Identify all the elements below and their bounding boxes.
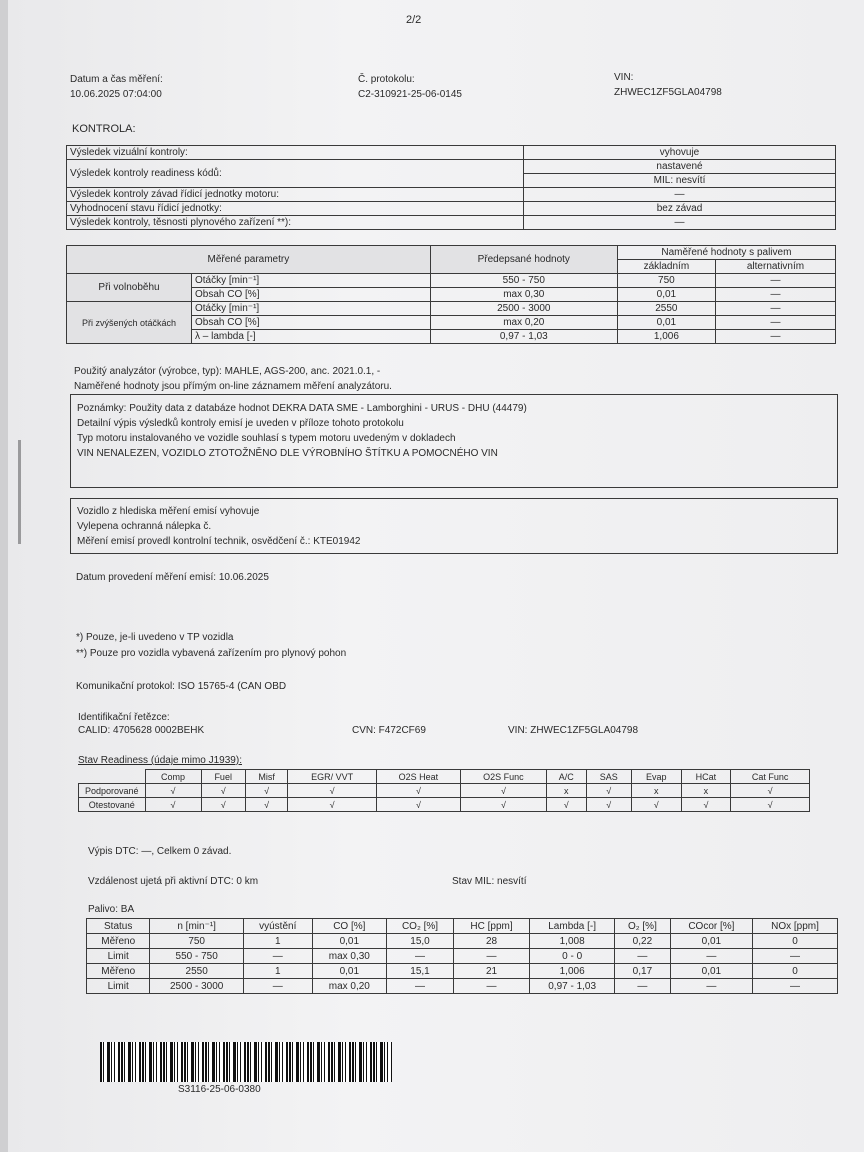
fuel-title: Palivo: BA: [88, 904, 135, 915]
date-label: Datum a čas měření:: [70, 74, 163, 85]
protocol-value: C2-310921-25-06-0145: [358, 89, 462, 100]
note-line: Poznámky: Použity data z databáze hodnot DEKRA DATA SME - Lamborghini - URUS - DHU (44479): [77, 403, 527, 414]
fuel-cell: 2500 - 3000: [150, 979, 244, 994]
document-page: [8, 0, 864, 1152]
table-row: [87, 949, 838, 964]
fuel-cell: 0,97 - 1,03: [530, 979, 615, 994]
fuel-cell: 15,1: [387, 964, 454, 979]
fuel-column-header: COcor [%]: [670, 919, 752, 934]
fuel-column-header: O₂ [%]: [615, 919, 671, 934]
readiness-column-header: SAS: [586, 770, 631, 784]
binder-mark: [18, 440, 21, 544]
readiness-cell: √: [546, 798, 586, 812]
measurement-table: [66, 245, 836, 344]
readiness-cell: √: [201, 784, 245, 798]
fuel-cell: —: [670, 979, 752, 994]
fuel-cell: 0,01: [312, 964, 387, 979]
fuel-cell: 28: [453, 934, 529, 949]
ident-vin: VIN: ZHWEC1ZF5GLA04798: [508, 725, 639, 736]
fuel-cell: 750: [150, 934, 244, 949]
prescribed-cell: 2500 - 3000: [430, 302, 617, 316]
readiness-cell: √: [288, 798, 377, 812]
fuel-row-status: Limit: [87, 979, 150, 994]
result-line: Vozidlo z hlediska měření emisí vyhovuje: [77, 506, 260, 517]
table-row: [79, 798, 810, 812]
notes-box: [70, 394, 838, 488]
fuel-cell: —: [753, 979, 838, 994]
fuel-cell: 1,006: [530, 964, 615, 979]
analyzer-note: Naměřené hodnoty jsou přímým on-line záznamem měření analyzátoru.: [74, 381, 392, 392]
fuel-column-header: NOx [ppm]: [753, 919, 838, 934]
fuel-cell: max 0,20: [312, 979, 387, 994]
fuel-cell: 0,01: [670, 934, 752, 949]
fuel-cell: —: [387, 979, 454, 994]
fuel-cell: max 0,30: [312, 949, 387, 964]
readiness-cell: √: [586, 798, 631, 812]
readiness-cell: √: [201, 798, 245, 812]
fuel-cell: 1: [243, 934, 312, 949]
readiness-cell: x: [631, 784, 681, 798]
barcode: [100, 1042, 392, 1082]
basic-cell: 1,006: [617, 330, 715, 344]
fuel-cell: 0: [753, 964, 838, 979]
prescribed-cell: 550 - 750: [430, 274, 617, 288]
prescribed-cell: max 0,20: [430, 316, 617, 330]
readiness-cell: √: [731, 784, 810, 798]
vin-label: VIN:: [614, 72, 634, 83]
basic-cell: 2550: [617, 302, 715, 316]
readiness-column-header: Misf: [245, 770, 287, 784]
control-label: Vyhodnocení stavu řídicí jednotky:: [67, 202, 524, 216]
fuel-cell: 15,0: [387, 934, 454, 949]
fuel-column-header: CO₂ [%]: [387, 919, 454, 934]
readiness-cell: √: [145, 784, 201, 798]
table-row: [67, 274, 836, 288]
table-row: [87, 934, 838, 949]
param-cell: Obsah CO [%]: [192, 288, 431, 302]
basic-cell: 0,01: [617, 288, 715, 302]
readiness-cell: √: [460, 784, 546, 798]
vin-value: ZHWEC1ZF5GLA04798: [614, 87, 722, 98]
fuel-cell: —: [387, 949, 454, 964]
group-idle: Při volnoběhu: [67, 274, 192, 302]
basic-cell: 0,01: [617, 316, 715, 330]
comm-protocol: Komunikační protokol: ISO 15765-4 (CAN OBD: [76, 681, 287, 692]
fuel-row-status: Měřeno: [87, 964, 150, 979]
param-cell: Otáčky [min⁻¹]: [192, 274, 431, 288]
dtc-line: Výpis DTC: —, Celkem 0 závad.: [88, 846, 232, 857]
fuel-cell: 0: [753, 934, 838, 949]
alt-cell: —: [715, 288, 835, 302]
readiness-column-header: O2S Heat: [376, 770, 460, 784]
readiness-cell: x: [681, 784, 731, 798]
header-prescribed: Předepsané hodnoty: [430, 246, 617, 274]
control-value: bez závad: [524, 202, 836, 216]
fuel-cell: —: [615, 949, 671, 964]
readiness-cell: √: [586, 784, 631, 798]
basic-cell: 750: [617, 274, 715, 288]
readiness-column-header: Comp: [145, 770, 201, 784]
fuel-cell: 1,008: [530, 934, 615, 949]
control-value: nastavené: [524, 160, 836, 174]
fuel-cell: —: [453, 949, 529, 964]
readiness-cell: √: [460, 798, 546, 812]
cvn: CVN: F472CF69: [352, 725, 426, 736]
readiness-cell: √: [245, 798, 287, 812]
readiness-table: [78, 769, 810, 812]
note-line: Typ motoru instalovaného ve vozidle souhlasí s typem motoru uvedeným v dokladech: [77, 433, 456, 444]
fuel-cell: —: [670, 949, 752, 964]
fuel-column-header: Lambda [-]: [530, 919, 615, 934]
readiness-cell: √: [681, 798, 731, 812]
param-cell: Obsah CO [%]: [192, 316, 431, 330]
result-box: [70, 498, 838, 554]
fuel-cell: 2550: [150, 964, 244, 979]
result-line: Vylepena ochranná nálepka č.: [77, 521, 212, 532]
header-measured: Naměřené hodnoty s palivem: [617, 246, 835, 260]
fuel-cell: 0,01: [312, 934, 387, 949]
fuel-cell: 0,22: [615, 934, 671, 949]
barcode-text: S3116-25-06-0380: [178, 1084, 261, 1095]
header-params: Měřené parametry: [67, 246, 431, 274]
table-row: [67, 302, 836, 316]
readiness-column-header: Cat Func: [731, 770, 810, 784]
ident-label: Identifikační řetězce:: [78, 712, 170, 723]
control-label: Výsledek kontroly, těsnosti plynového zařízení **):: [67, 216, 524, 230]
readiness-cell: √: [376, 784, 460, 798]
readiness-column-header: Fuel: [201, 770, 245, 784]
fuel-cell: 0 - 0: [530, 949, 615, 964]
header-basic: základním: [617, 260, 715, 274]
readiness-column-header: HCat: [681, 770, 731, 784]
fuel-row-status: Měřeno: [87, 934, 150, 949]
param-cell: λ – lambda [-]: [192, 330, 431, 344]
fuel-column-header: vyústění: [243, 919, 312, 934]
control-value: MIL: nesvítí: [524, 174, 836, 188]
fuel-table: [86, 918, 838, 994]
fuel-cell: 21: [453, 964, 529, 979]
group-raised: Při zvýšených otáčkách: [67, 302, 192, 344]
readiness-row-label: Podporované: [79, 784, 146, 798]
fuel-cell: —: [615, 979, 671, 994]
fuel-cell: —: [243, 979, 312, 994]
control-value: —: [524, 188, 836, 202]
readiness-column-header: A/C: [546, 770, 586, 784]
control-label: Výsledek kontroly readiness kódů:: [67, 160, 524, 188]
page-number: 2/2: [406, 14, 422, 26]
fuel-cell: 1: [243, 964, 312, 979]
control-label: Výsledek vizuální kontroly:: [67, 146, 524, 160]
fuel-row-status: Limit: [87, 949, 150, 964]
control-table: [66, 145, 836, 230]
note-line: VIN NENALEZEN, VOZIDLO ZTOTOŽNĚNO DLE VÝROBNÍHO ŠTÍTKU A POMOCNÉHO VIN: [77, 448, 498, 459]
readiness-title: Stav Readiness (údaje mimo J1939):: [78, 755, 242, 766]
header-alt: alternativním: [715, 260, 835, 274]
readiness-column-header: Evap: [631, 770, 681, 784]
control-row: [67, 160, 836, 174]
result-line: Měření emisí provedl kontrolní technik, osvědčení č.: KTE01942: [77, 536, 361, 547]
protocol-label: Č. protokolu:: [358, 74, 415, 85]
analyzer-line: Použitý analyzátor (výrobce, typ): MAHLE, AGS-200, anc. 2021.0.1, -: [74, 366, 381, 377]
measure-date: Datum provedení měření emisí: 10.06.2025: [76, 572, 269, 583]
date-value: 10.06.2025 07:04:00: [70, 89, 162, 100]
mil-line: Stav MIL: nesvítí: [452, 876, 527, 887]
readiness-cell: x: [546, 784, 586, 798]
readiness-cell: √: [288, 784, 377, 798]
alt-cell: —: [715, 302, 835, 316]
fuel-cell: 0,01: [670, 964, 752, 979]
footnote-gas: **) Pouze pro vozidla vybavená zařízením pro plynový pohon: [76, 648, 347, 659]
control-row: [67, 146, 836, 160]
control-row: [67, 188, 836, 202]
calid: CALID: 4705628 0002BEHK: [78, 725, 205, 736]
control-row: [67, 216, 836, 230]
fuel-cell: —: [453, 979, 529, 994]
control-label: Výsledek kontroly závad řídicí jednotky motoru:: [67, 188, 524, 202]
control-value: —: [524, 216, 836, 230]
readiness-cell: √: [631, 798, 681, 812]
fuel-column-header: Status: [87, 919, 150, 934]
note-line: Detailní výpis výsledků kontroly emisí je uveden v příloze tohoto protokolu: [77, 418, 404, 429]
fuel-cell: 550 - 750: [150, 949, 244, 964]
readiness-cell: √: [145, 798, 201, 812]
fuel-cell: —: [243, 949, 312, 964]
alt-cell: —: [715, 316, 835, 330]
section-title: KONTROLA:: [72, 123, 136, 135]
footnote-tp: *) Pouze, je-li uvedeno v TP vozidla: [76, 632, 234, 643]
control-value: vyhovuje: [524, 146, 836, 160]
fuel-column-header: n [min⁻¹]: [150, 919, 244, 934]
readiness-column-header: O2S Func: [460, 770, 546, 784]
table-row: [87, 979, 838, 994]
alt-cell: —: [715, 274, 835, 288]
fuel-column-header: HC [ppm]: [453, 919, 529, 934]
distance-line: Vzdálenost ujetá při aktivní DTC: 0 km: [88, 876, 259, 887]
readiness-cell: √: [376, 798, 460, 812]
fuel-column-header: CO [%]: [312, 919, 387, 934]
alt-cell: —: [715, 330, 835, 344]
readiness-column-header: EGR/ VVT: [288, 770, 377, 784]
fuel-cell: —: [753, 949, 838, 964]
readiness-corner: [79, 770, 146, 784]
param-cell: Otáčky [min⁻¹]: [192, 302, 431, 316]
table-row: [87, 964, 838, 979]
prescribed-cell: 0,97 - 1,03: [430, 330, 617, 344]
readiness-cell: √: [731, 798, 810, 812]
table-row: [79, 784, 810, 798]
fuel-cell: 0,17: [615, 964, 671, 979]
control-row: [67, 202, 836, 216]
prescribed-cell: max 0,30: [430, 288, 617, 302]
readiness-cell: √: [245, 784, 287, 798]
readiness-row-label: Otestované: [79, 798, 146, 812]
